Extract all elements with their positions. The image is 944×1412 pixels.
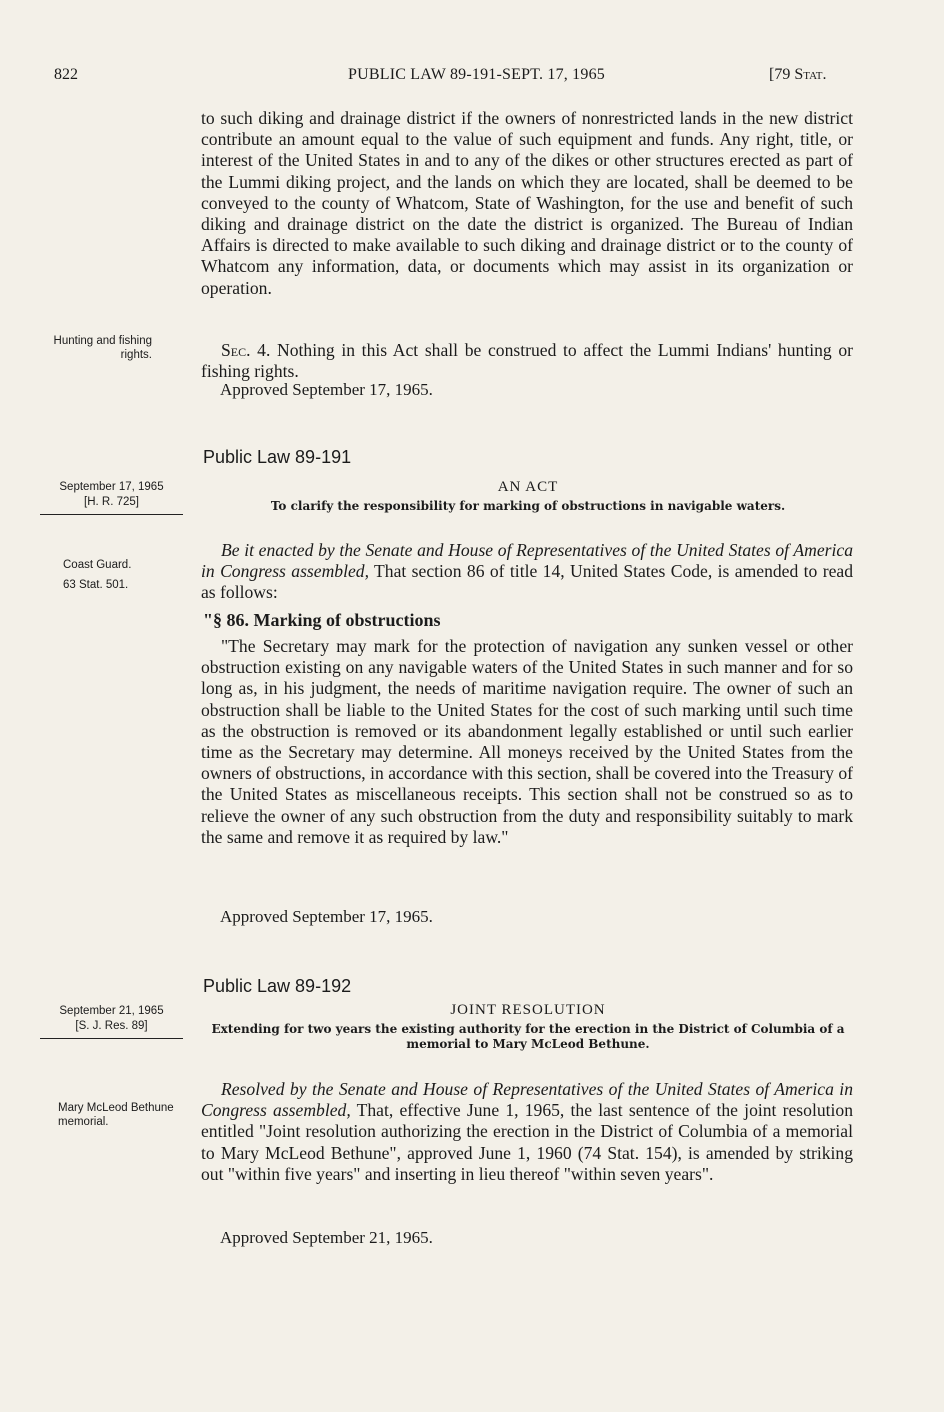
section-4-label: Sec. 4. — [221, 340, 271, 360]
section-4 — [201, 340, 853, 382]
section-86-paragraph: "The Secretary may mark for the protection of navigation any sunken vessel or other obstruction existing on any navigable waters of the United States in such manner and for so long as, in his judgment, the needs of maritime navigation require. The owner of such an obstruction shall be liable to the United States for the cost of such marking until such time as the obstruction is removed or its abandonment legally established or until such earlier time as the Secretary may determine. All moneys received by the United States from the owners of obstructions, in accordance with this section, shall be covered into the Treasury of the United States as miscellaneous receipts. This section shall not be construed so as to relieve the owner of any such obstruction from the duty and responsibility suitably to mark the same and remove it as required by law." — [201, 636, 853, 847]
resolving-clause — [201, 1079, 853, 1185]
margin-rule-2 — [40, 1038, 183, 1039]
margin-bill-1: [H. R. 725] — [84, 496, 139, 508]
section-4-text: Nothing in this Act shall be construed to affect the Lummi Indians' hunting or fishing rights. — [201, 340, 853, 382]
act-heading: AN ACT — [497, 479, 559, 495]
margin-rule-1 — [40, 514, 183, 515]
resolving-italic: Resolved by the Senate and House of Representatives of the United States of America in Congress assembled, — [201, 1079, 853, 1121]
margin-bill-2: [S. J. Res. 89] — [75, 1020, 148, 1032]
continued-section-text — [201, 108, 853, 299]
approved-date-3: Approved September 21, 1965. — [220, 1228, 433, 1247]
public-law-89-191-title: Public Law 89-191 — [203, 447, 352, 467]
enacting-italic: Be it enacted by the Senate and House of Representatives of the United States of America in Congress assembled, — [201, 540, 853, 582]
margin-note-stat: 63 Stat. 501. — [63, 579, 129, 591]
joint-resolution-subtitle: Extending for two years the existing authority for the erection in the District of Columbia of a memorial to Mary McLeod Bethune. — [211, 1022, 845, 1051]
approved-date-1: Approved September 17, 1965. — [220, 380, 433, 399]
section-4-paragraph — [201, 340, 853, 382]
joint-resolution-heading: JOINT RESOLUTION — [450, 1002, 606, 1018]
enacting-paragraph — [201, 540, 853, 604]
volume-reference: [79 Stat. — [769, 66, 827, 83]
page-number: 822 — [54, 66, 78, 83]
margin-date-2: September 21, 1965 — [59, 1005, 164, 1017]
continued-paragraph: to such diking and drainage district if the owners of nonrestricted lands in the new district contribute an amount equal to the value of such equipment and funds. Any right, title, or interest of the United States in and to any of the dikes or other structures erected as part of the Lummi diking project, and the lands on which they are located, shall be deemed to be conveyed to the county of Whatcom, State of Washington, for the use and benefit of such diking and drainage district on the date the district is organized. The Bureau of Indian Affairs is directed to make available to such diking and drainage district or to the county of Whatcom any information, data, or documents which may assist in its organization or operation. — [201, 108, 853, 298]
public-law-89-192-title: Public Law 89-192 — [203, 976, 352, 996]
margin-note-coast-guard: Coast Guard. — [63, 559, 132, 571]
margin-note-hunting: Hunting and fishing rights. — [53, 335, 152, 361]
running-title: PUBLIC LAW 89-191-SEPT. 17, 1965 — [348, 66, 605, 83]
section-86-heading: "§ 86. Marking of obstructions — [203, 610, 441, 630]
enacting-rest: That section 86 of title 14, United States Code, is amended to read as follows: — [201, 561, 854, 603]
resolving-rest: That, effective June 1, 1965, the last sentence of the joint resolution entitled "Joint resolution authorizing the erection in the District of Columbia of a memorial to Mary McLeod Bethune", approved June 1, 1960 (74 Stat. 154), is amended by striking out "within five years" and inserting in lieu thereof "within seven years". — [201, 1100, 854, 1184]
enacting-clause — [201, 540, 853, 604]
margin-date-1: September 17, 1965 — [59, 481, 164, 493]
margin-note-bethune: Mary McLeod Bethune memorial. — [58, 1102, 174, 1128]
section-86-body — [201, 636, 853, 848]
resolving-paragraph — [201, 1079, 853, 1185]
act-subtitle: To clarify the responsibility for marking of obstructions in navigable waters. — [270, 499, 786, 513]
approved-date-2: Approved September 17, 1965. — [220, 907, 433, 926]
